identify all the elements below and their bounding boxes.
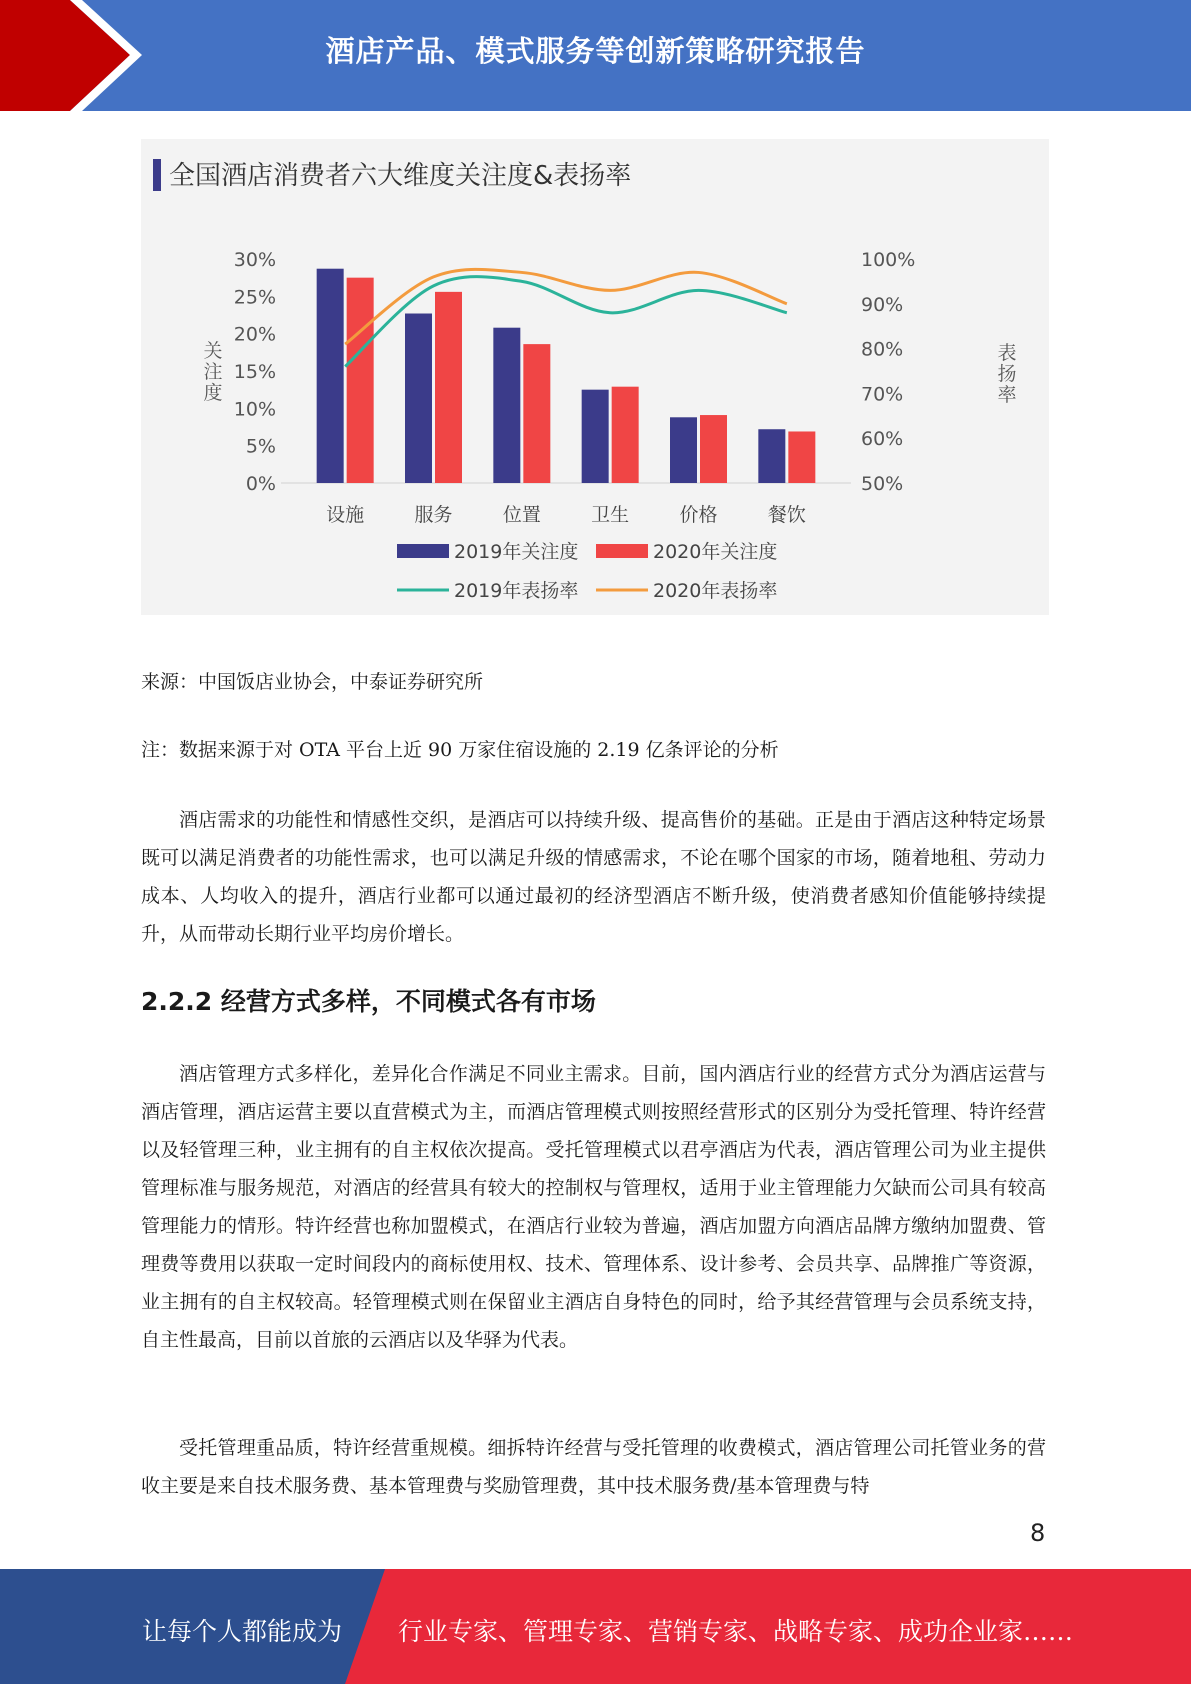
header-title: 酒店产品、模式服务等创新策略研究报告 (325, 34, 866, 68)
legend-swatch (596, 544, 648, 558)
y-tick-label: 5% (245, 435, 276, 458)
y2-axis-label-char: 扬 (997, 363, 1017, 385)
y2-tick-label: 60% (861, 428, 904, 451)
y-axis-label-char: 注 (203, 361, 223, 383)
y2-axis-label-char: 率 (997, 384, 1017, 406)
x-tick-label: 服务 (414, 504, 453, 526)
bar-2020-attention (435, 292, 462, 483)
x-tick-label: 价格 (679, 504, 718, 526)
y-tick-label: 0% (245, 473, 276, 495)
bar-2019-attention (758, 429, 785, 483)
y-tick-label: 25% (233, 286, 276, 309)
y-tick-label: 10% (233, 398, 276, 421)
legend-label: 2019年表扬率 (454, 580, 579, 602)
y2-tick-label: 70% (861, 383, 904, 406)
legend-label: 2019年关注度 (454, 541, 579, 563)
bar-2019-attention (582, 390, 609, 483)
note-line: 注：数据来源于对 OTA 平台上近 90 万家住宿设施的 2.19 亿条评论的分析 (141, 739, 779, 761)
footer-slogan-right: 行业专家、管理专家、营销专家、战略专家、成功企业家…… (398, 1617, 1074, 1646)
bar-2020-attention (523, 344, 550, 483)
chart-title: 全国酒店消费者六大维度关注度&表扬率 (169, 161, 632, 191)
bar-2019-attention (493, 328, 520, 483)
bar-2020-attention (347, 278, 374, 483)
legend-label: 2020年关注度 (653, 541, 778, 563)
chart-panel (141, 139, 1049, 615)
footer-slogan-left: 让每个人都能成为 (142, 1617, 343, 1646)
x-tick-label: 设施 (326, 504, 365, 526)
x-tick-label: 卫生 (591, 504, 630, 526)
x-tick-label: 位置 (502, 504, 541, 526)
legend-swatch (397, 544, 449, 558)
source-line: 来源：中国饭店业协会，中泰证券研究所 (141, 671, 484, 693)
y2-tick-label: 90% (861, 293, 904, 316)
paragraph-1: 酒店需求的功能性和情感性交织，是酒店可以持续升级、提高售价的基础。正是由于酒店这种特定场景既可以满足消费者的功能性需求，也可以满足升级的情感需求，不论在哪个国家的市场，随着地租、劳动力成本、人均收入的提升，酒店行业都可以通过最初的经济型酒店不断升级，使消费者感知价值能够持续提升，从而带动长期行业平均房价增长。 (141, 809, 1046, 945)
y2-axis-label-char: 表 (997, 342, 1017, 364)
chart-canvas (141, 139, 1049, 615)
paragraph-2: 酒店管理方式多样化，差异化合作满足不同业主需求。目前，国内酒店行业的经营方式分为酒店运营与酒店管理，酒店运营主要以直营模式为主，而酒店管理模式则按照经营形式的区别分为受托管理、特许经营以及轻管理三种，业主拥有的自主权依次提高。受托管理模式以君亭酒店为代表，酒店管理公司为业主提供管理标准与服务规范，对酒店的经营具有较大的控制权与管理权，适用于业主管理能力欠缺而公司具有较高管理能力的情形。特许经营也称加盟模式，在酒店行业较为普遍，酒店加盟方向酒店品牌方缴纳加盟费、管理费等费用以获取一定时间段内的商标使用权、技术、管理体系、设计参考、会员共享、品牌推广等资源，业主拥有的自主权较高。轻管理模式则在保留业主酒店自身特色的同时，给予其经营管理与会员系统支持，自主性最高，目前以首旅的云酒店以及华驿为代表。 (141, 1063, 1046, 1351)
bar-2020-attention (612, 387, 639, 483)
x-tick-label: 餐饮 (767, 504, 806, 526)
y-tick-label: 20% (233, 323, 276, 346)
y-axis-label-char: 度 (203, 382, 223, 404)
y-tick-label: 30% (233, 249, 276, 271)
y2-tick-label: 50% (861, 473, 904, 495)
bar-2020-attention (788, 431, 815, 483)
y2-tick-label: 100% (861, 249, 916, 271)
section-heading: 2.2.2 经营方式多样，不同模式各有市场 (141, 987, 596, 1016)
bar-2019-attention (405, 314, 432, 483)
y-tick-label: 15% (233, 361, 276, 383)
y-axis-label-char: 关 (203, 340, 223, 362)
paragraph-3: 受托管理重品质，特许经营重规模。细拆特许经营与受托管理的收费模式，酒店管理公司托管业务的营收主要是来自技术服务费、基本管理费与奖励管理费，其中技术服务费/基本管理费与特 (141, 1437, 1046, 1497)
bar-2019-attention (670, 417, 697, 483)
bar-2019-attention (317, 269, 344, 483)
legend-label: 2020年表扬率 (653, 580, 778, 602)
bar-2020-attention (700, 415, 727, 483)
page-number: 8 (1030, 1519, 1046, 1547)
y2-tick-label: 80% (861, 338, 904, 361)
